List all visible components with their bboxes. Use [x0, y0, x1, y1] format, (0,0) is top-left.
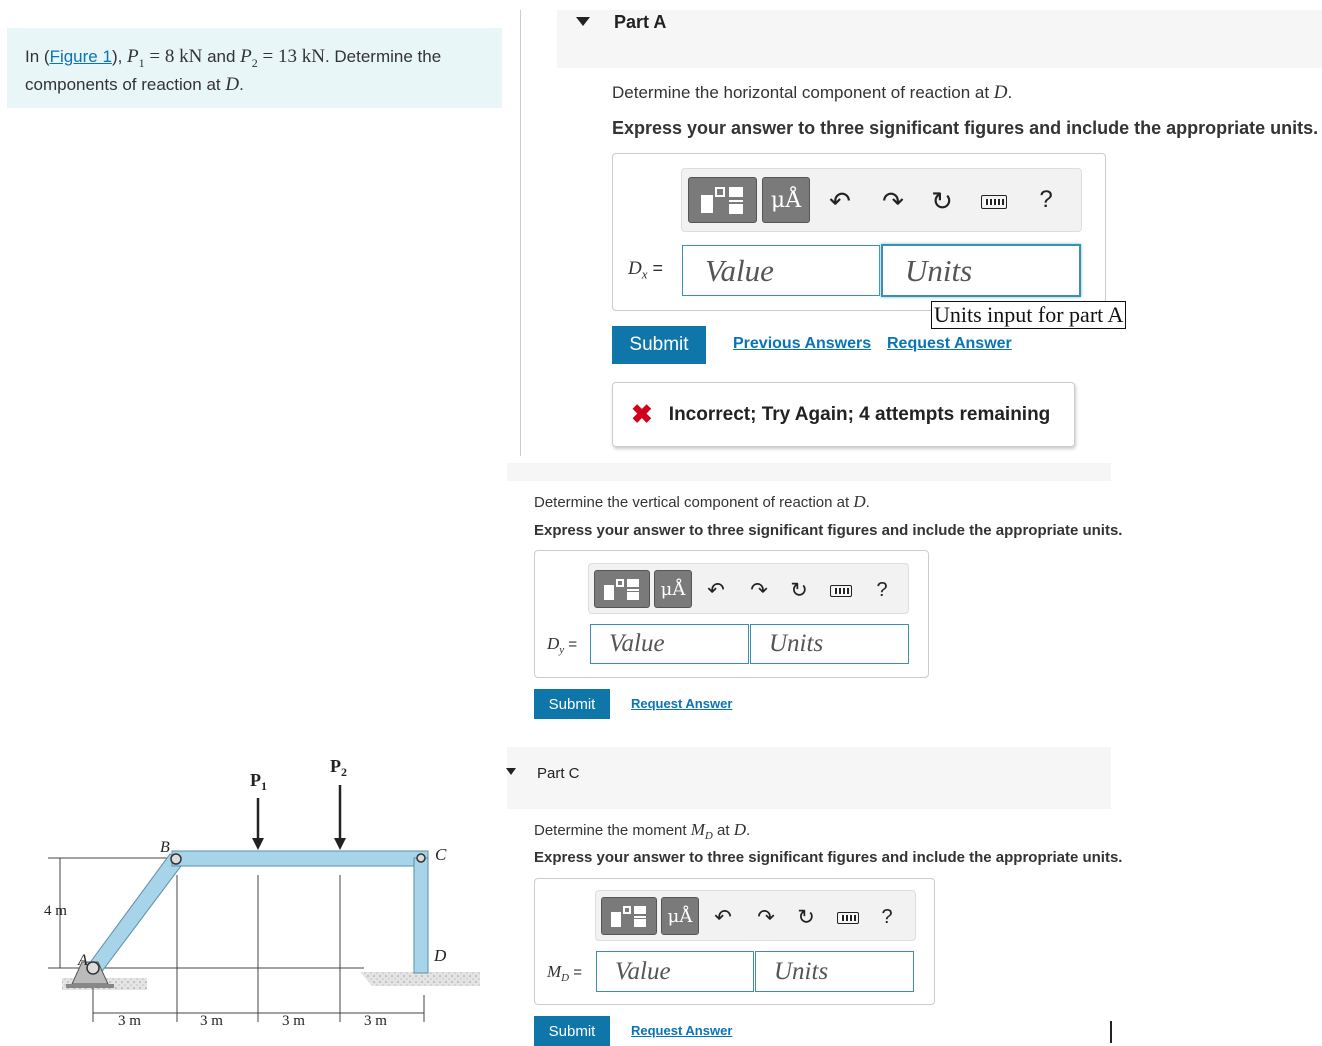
reset-icon[interactable]: ↻ [931, 185, 953, 216]
frame-figure [0, 740, 500, 1045]
part-c-value-input[interactable]: Value [596, 951, 754, 992]
templates-button[interactable] [688, 177, 757, 223]
label-p2: $P_2$ [330, 756, 347, 779]
part-c-request-answer-link[interactable]: Request Answer [631, 1023, 733, 1038]
p1-value: = 8 kN [144, 46, 203, 67]
part-b-request-answer-link[interactable]: Request Answer [631, 696, 733, 711]
units-button[interactable] [661, 897, 699, 935]
part-c-instruction: Express your answer to three significant figures and include the appropriate units. [534, 849, 1123, 866]
part-c-question: Determine the moment $M_D$ at D. [534, 820, 751, 842]
units-icon: μÅ [770, 187, 802, 213]
redo-icon[interactable]: ↷ [882, 185, 904, 216]
part-b-instruction: Express your answer to three significant figures and include the appropriate units. [534, 522, 1123, 539]
feedback-text: Incorrect; Try Again; 4 attempts remaining [668, 403, 1051, 425]
error-x-icon: ✖ [631, 399, 653, 429]
member-bc [172, 851, 428, 866]
p2-value: = 13 kN [257, 46, 325, 67]
label-d: D [434, 946, 447, 965]
keyboard-icon[interactable] [979, 192, 1009, 212]
force-p1-arrow [252, 798, 264, 850]
undo-icon[interactable]: ↶ [707, 578, 725, 602]
part-a-variable: $D_x$ = [628, 258, 664, 282]
pin-b [171, 854, 181, 864]
part-a-question: Determine the horizontal component of reaction at D. [612, 82, 1013, 103]
joint-c [417, 854, 425, 862]
units-button[interactable] [762, 177, 810, 223]
label-c: C [435, 845, 447, 864]
member-cd [414, 858, 428, 973]
pin-a [87, 962, 99, 974]
label-height: 4 m [44, 903, 67, 919]
part-b-units-input[interactable]: Units [750, 624, 909, 664]
help-button[interactable]: ? [881, 905, 893, 928]
part-c-submit-button[interactable]: Submit [534, 1016, 610, 1046]
part-a-title: Part A [614, 12, 667, 32]
part-a-request-answer-link[interactable]: Request Answer [887, 335, 1012, 352]
undo-icon[interactable]: ↶ [829, 185, 851, 216]
label-b: B [160, 839, 170, 856]
dim-1: 3 m [118, 1013, 141, 1029]
templates-icon [611, 904, 647, 928]
units-icon: μÅ [660, 578, 686, 600]
previous-answers-link[interactable]: Previous Answers [733, 335, 872, 352]
dim-3: 3 m [282, 1013, 305, 1029]
redo-icon[interactable]: ↷ [757, 905, 775, 929]
units-tooltip: Units input for part A [931, 301, 1126, 329]
keyboard-icon[interactable] [828, 582, 854, 600]
member-ab [86, 854, 184, 974]
panel-divider [520, 10, 521, 456]
help-button[interactable]: ? [876, 578, 888, 601]
part-a-header[interactable] [557, 10, 1322, 68]
redo-icon[interactable]: ↷ [750, 578, 768, 602]
undo-icon[interactable]: ↶ [714, 905, 732, 929]
part-c-header[interactable] [507, 747, 1111, 809]
collapse-triangle-icon[interactable] [506, 768, 516, 775]
ground-right [360, 972, 480, 986]
part-a-units-input[interactable]: Units [881, 244, 1081, 297]
problem-statement: In (Figure 1), $P_1 = 8$ kN and $P_2 = 13$ kN. Determine the components of reaction at D. [7, 28, 502, 108]
units-button[interactable] [654, 570, 692, 608]
dim-4: 3 m [364, 1013, 387, 1029]
label-a: A [78, 952, 88, 969]
part-c-title: Part C [537, 765, 580, 782]
part-c-units-input[interactable]: Units [755, 951, 914, 992]
problem-prefix: In ( [25, 47, 50, 66]
templates-button[interactable] [601, 897, 657, 935]
feedback-box [612, 382, 1075, 447]
p2-symbol: $P_2$ [240, 46, 258, 70]
figure-link[interactable]: Figure 1 [49, 47, 112, 66]
reset-icon[interactable]: ↻ [790, 578, 808, 602]
part-a-submit-button[interactable]: Submit [612, 326, 706, 364]
help-button[interactable]: ? [1039, 186, 1053, 213]
part-a-value-input[interactable]: Value [682, 245, 880, 296]
label-p1: $P_1$ [250, 770, 267, 793]
part-b-value-input[interactable]: Value [590, 624, 749, 664]
templates-icon [701, 185, 745, 215]
part-b-header[interactable] [507, 463, 1111, 481]
text-cursor [1110, 1021, 1112, 1043]
part-b-variable: $D_y$ = [547, 634, 578, 656]
collapse-triangle-icon[interactable] [576, 17, 590, 26]
part-b-submit-button[interactable]: Submit [534, 689, 610, 719]
guide-lines [48, 858, 424, 1022]
p1-symbol: $P_1$ [127, 46, 145, 70]
force-p2-arrow [334, 785, 346, 850]
keyboard-icon[interactable] [835, 909, 861, 927]
reset-icon[interactable]: ↻ [797, 905, 815, 929]
support-base [66, 984, 114, 988]
part-b-question: Determine the vertical component of reaction at D. [534, 492, 870, 511]
dim-2: 3 m [200, 1013, 223, 1029]
templates-icon [604, 577, 640, 601]
templates-button[interactable] [594, 570, 650, 608]
part-a-instruction: Express your answer to three significant figures and include the appropriate units. [612, 118, 1319, 138]
part-c-variable: $M_D$ = [547, 962, 583, 984]
units-icon: μÅ [667, 905, 693, 927]
